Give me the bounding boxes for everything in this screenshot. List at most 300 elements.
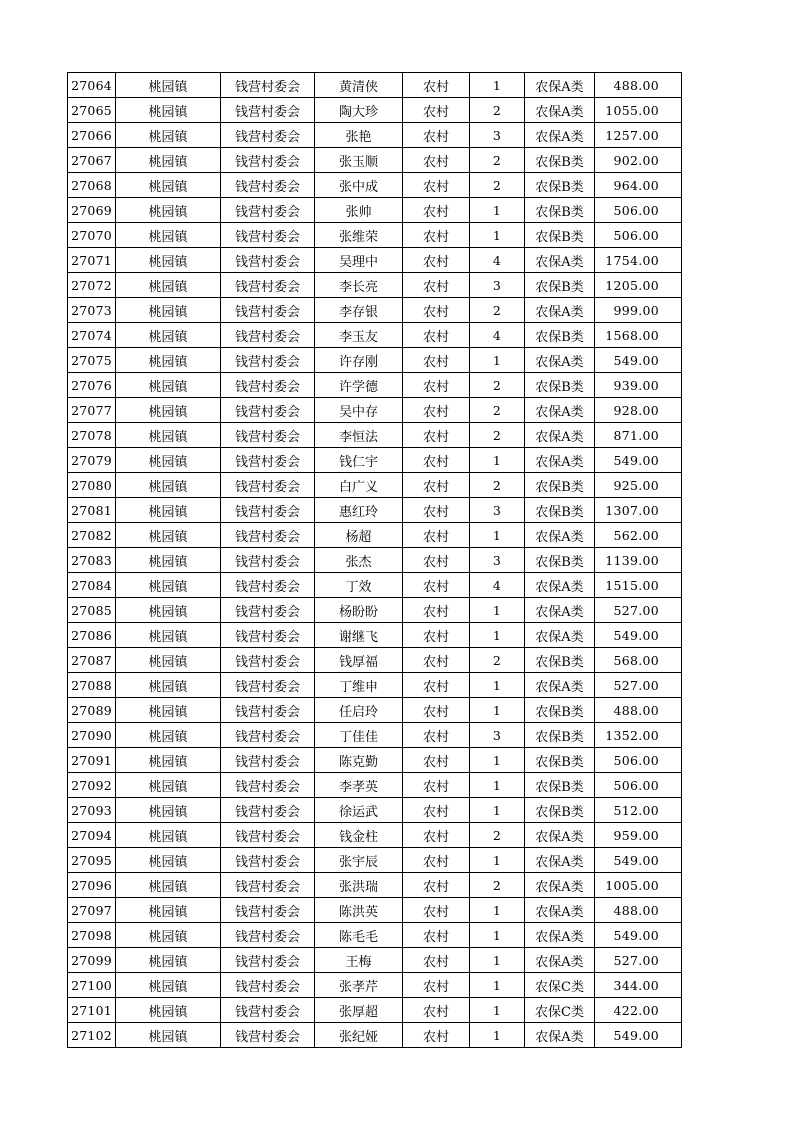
village-committee-cell: 钱营村委会 (221, 73, 315, 98)
table-row (68, 223, 682, 248)
town-cell: 桃园镇 (116, 998, 221, 1023)
table-row (68, 123, 682, 148)
town-cell: 桃园镇 (116, 498, 221, 523)
record-id-cell: 27069 (68, 198, 116, 223)
town-cell: 桃园镇 (116, 148, 221, 173)
village-committee-cell: 钱营村委会 (221, 98, 315, 123)
area-type-cell: 农村 (403, 623, 470, 648)
town-cell: 桃园镇 (116, 723, 221, 748)
area-type-cell: 农村 (403, 348, 470, 373)
village-committee-cell: 钱营村委会 (221, 623, 315, 648)
record-id-cell: 27068 (68, 173, 116, 198)
table-row (68, 998, 682, 1023)
name-cell: 吴中存 (315, 398, 403, 423)
area-type-cell: 农村 (403, 923, 470, 948)
amount-cell: 964.00 (595, 173, 682, 198)
household-size-cell: 1 (470, 673, 525, 698)
area-type-cell: 农村 (403, 873, 470, 898)
town-cell: 桃园镇 (116, 973, 221, 998)
amount-cell: 344.00 (595, 973, 682, 998)
town-cell: 桃园镇 (116, 748, 221, 773)
table-row (68, 798, 682, 823)
village-committee-cell: 钱营村委会 (221, 873, 315, 898)
village-committee-cell: 钱营村委会 (221, 123, 315, 148)
town-cell: 桃园镇 (116, 623, 221, 648)
household-size-cell: 3 (470, 123, 525, 148)
name-cell: 丁维申 (315, 673, 403, 698)
town-cell: 桃园镇 (116, 848, 221, 873)
name-cell: 张维荣 (315, 223, 403, 248)
category-cell: 农保B类 (525, 723, 595, 748)
area-type-cell: 农村 (403, 198, 470, 223)
record-id-cell: 27074 (68, 323, 116, 348)
household-size-cell: 4 (470, 323, 525, 348)
village-committee-cell: 钱营村委会 (221, 973, 315, 998)
category-cell: 农保A类 (525, 873, 595, 898)
category-cell: 农保C类 (525, 973, 595, 998)
village-committee-cell: 钱营村委会 (221, 298, 315, 323)
village-committee-cell: 钱营村委会 (221, 573, 315, 598)
area-type-cell: 农村 (403, 298, 470, 323)
household-size-cell: 1 (470, 948, 525, 973)
category-cell: 农保A类 (525, 523, 595, 548)
area-type-cell: 农村 (403, 773, 470, 798)
household-size-cell: 4 (470, 573, 525, 598)
town-cell: 桃园镇 (116, 198, 221, 223)
town-cell: 桃园镇 (116, 448, 221, 473)
town-cell: 桃园镇 (116, 223, 221, 248)
amount-cell: 506.00 (595, 223, 682, 248)
record-id-cell: 27088 (68, 673, 116, 698)
amount-cell: 549.00 (595, 448, 682, 473)
record-id-cell: 27087 (68, 648, 116, 673)
amount-cell: 1139.00 (595, 548, 682, 573)
household-size-cell: 1 (470, 698, 525, 723)
town-cell: 桃园镇 (116, 923, 221, 948)
village-committee-cell: 钱营村委会 (221, 798, 315, 823)
village-committee-cell: 钱营村委会 (221, 198, 315, 223)
household-size-cell: 1 (470, 73, 525, 98)
household-size-cell: 2 (470, 298, 525, 323)
amount-cell: 488.00 (595, 898, 682, 923)
town-cell: 桃园镇 (116, 823, 221, 848)
category-cell: 农保A类 (525, 298, 595, 323)
table-row (68, 273, 682, 298)
table-row (68, 823, 682, 848)
household-size-cell: 1 (470, 998, 525, 1023)
name-cell: 张中成 (315, 173, 403, 198)
household-size-cell: 1 (470, 223, 525, 248)
table-row (68, 548, 682, 573)
record-id-cell: 27073 (68, 298, 116, 323)
village-committee-cell: 钱营村委会 (221, 473, 315, 498)
record-id-cell: 27064 (68, 73, 116, 98)
table-row (68, 748, 682, 773)
amount-cell: 925.00 (595, 473, 682, 498)
town-cell: 桃园镇 (116, 573, 221, 598)
category-cell: 农保A类 (525, 948, 595, 973)
record-id-cell: 27075 (68, 348, 116, 373)
name-cell: 张孝芹 (315, 973, 403, 998)
village-committee-cell: 钱营村委会 (221, 548, 315, 573)
area-type-cell: 农村 (403, 673, 470, 698)
category-cell: 农保A类 (525, 623, 595, 648)
category-cell: 农保B类 (525, 273, 595, 298)
category-cell: 农保A类 (525, 1023, 595, 1048)
table-row (68, 423, 682, 448)
table-row (68, 448, 682, 473)
name-cell: 李长亮 (315, 273, 403, 298)
town-cell: 桃园镇 (116, 1023, 221, 1048)
town-cell: 桃园镇 (116, 548, 221, 573)
amount-cell: 902.00 (595, 148, 682, 173)
category-cell: 农保B类 (525, 498, 595, 523)
record-id-cell: 27100 (68, 973, 116, 998)
record-id-cell: 27071 (68, 248, 116, 273)
town-cell: 桃园镇 (116, 773, 221, 798)
record-id-cell: 27091 (68, 748, 116, 773)
amount-cell: 939.00 (595, 373, 682, 398)
amount-cell: 1515.00 (595, 573, 682, 598)
amount-cell: 928.00 (595, 398, 682, 423)
village-committee-cell: 钱营村委会 (221, 698, 315, 723)
table-row (68, 198, 682, 223)
table-row (68, 573, 682, 598)
record-id-cell: 27066 (68, 123, 116, 148)
area-type-cell: 农村 (403, 598, 470, 623)
name-cell: 钱仁宇 (315, 448, 403, 473)
name-cell: 丁效 (315, 573, 403, 598)
household-size-cell: 2 (470, 823, 525, 848)
record-id-cell: 27080 (68, 473, 116, 498)
table-row (68, 298, 682, 323)
category-cell: 农保A类 (525, 248, 595, 273)
category-cell: 农保B类 (525, 773, 595, 798)
record-id-cell: 27083 (68, 548, 116, 573)
village-committee-cell: 钱营村委会 (221, 423, 315, 448)
household-size-cell: 1 (470, 848, 525, 873)
name-cell: 张帅 (315, 198, 403, 223)
table-row (68, 148, 682, 173)
town-cell: 桃园镇 (116, 698, 221, 723)
household-size-cell: 1 (470, 798, 525, 823)
table-row (68, 648, 682, 673)
name-cell: 陈毛毛 (315, 923, 403, 948)
name-cell: 徐运武 (315, 798, 403, 823)
category-cell: 农保A类 (525, 98, 595, 123)
table-row (68, 773, 682, 798)
household-size-cell: 1 (470, 773, 525, 798)
amount-cell: 568.00 (595, 648, 682, 673)
town-cell: 桃园镇 (116, 948, 221, 973)
household-size-cell: 2 (470, 148, 525, 173)
area-type-cell: 农村 (403, 973, 470, 998)
town-cell: 桃园镇 (116, 898, 221, 923)
area-type-cell: 农村 (403, 823, 470, 848)
name-cell: 李恒法 (315, 423, 403, 448)
household-size-cell: 1 (470, 898, 525, 923)
household-size-cell: 1 (470, 598, 525, 623)
household-size-cell: 3 (470, 548, 525, 573)
village-committee-cell: 钱营村委会 (221, 173, 315, 198)
household-size-cell: 1 (470, 523, 525, 548)
table-row (68, 498, 682, 523)
category-cell: 农保B类 (525, 173, 595, 198)
name-cell: 杨超 (315, 523, 403, 548)
area-type-cell: 农村 (403, 423, 470, 448)
area-type-cell: 农村 (403, 323, 470, 348)
area-type-cell: 农村 (403, 98, 470, 123)
amount-cell: 1055.00 (595, 98, 682, 123)
amount-cell: 871.00 (595, 423, 682, 448)
record-id-cell: 27076 (68, 373, 116, 398)
town-cell: 桃园镇 (116, 348, 221, 373)
table-row (68, 698, 682, 723)
record-id-cell: 27082 (68, 523, 116, 548)
name-cell: 谢继飞 (315, 623, 403, 648)
town-cell: 桃园镇 (116, 798, 221, 823)
household-size-cell: 1 (470, 348, 525, 373)
record-id-cell: 27078 (68, 423, 116, 448)
category-cell: 农保A类 (525, 448, 595, 473)
category-cell: 农保B类 (525, 798, 595, 823)
household-size-cell: 1 (470, 973, 525, 998)
category-cell: 农保B类 (525, 198, 595, 223)
village-committee-cell: 钱营村委会 (221, 398, 315, 423)
category-cell: 农保C类 (525, 998, 595, 1023)
household-size-cell: 1 (470, 623, 525, 648)
name-cell: 李存银 (315, 298, 403, 323)
table-row (68, 623, 682, 648)
record-id-cell: 27072 (68, 273, 116, 298)
area-type-cell: 农村 (403, 73, 470, 98)
village-committee-cell: 钱营村委会 (221, 748, 315, 773)
amount-cell: 959.00 (595, 823, 682, 848)
name-cell: 李孝英 (315, 773, 403, 798)
category-cell: 农保B类 (525, 373, 595, 398)
area-type-cell: 农村 (403, 698, 470, 723)
area-type-cell: 农村 (403, 723, 470, 748)
name-cell: 张厚超 (315, 998, 403, 1023)
name-cell: 许学德 (315, 373, 403, 398)
household-size-cell: 2 (470, 98, 525, 123)
household-size-cell: 3 (470, 498, 525, 523)
town-cell: 桃园镇 (116, 373, 221, 398)
amount-cell: 549.00 (595, 623, 682, 648)
village-committee-cell: 钱营村委会 (221, 273, 315, 298)
village-committee-cell: 钱营村委会 (221, 898, 315, 923)
record-id-cell: 27093 (68, 798, 116, 823)
name-cell: 张宇辰 (315, 848, 403, 873)
category-cell: 农保B类 (525, 748, 595, 773)
village-committee-cell: 钱营村委会 (221, 148, 315, 173)
name-cell: 白广义 (315, 473, 403, 498)
village-committee-cell: 钱营村委会 (221, 648, 315, 673)
name-cell: 张艳 (315, 123, 403, 148)
name-cell: 陶大珍 (315, 98, 403, 123)
table-row (68, 948, 682, 973)
area-type-cell: 农村 (403, 448, 470, 473)
area-type-cell: 农村 (403, 948, 470, 973)
category-cell: 农保A类 (525, 923, 595, 948)
name-cell: 钱金柱 (315, 823, 403, 848)
household-size-cell: 1 (470, 1023, 525, 1048)
record-id-cell: 27084 (68, 573, 116, 598)
household-size-cell: 2 (470, 648, 525, 673)
area-type-cell: 农村 (403, 798, 470, 823)
village-committee-cell: 钱营村委会 (221, 348, 315, 373)
household-size-cell: 2 (470, 423, 525, 448)
category-cell: 农保A类 (525, 423, 595, 448)
name-cell: 黄清侠 (315, 73, 403, 98)
amount-cell: 549.00 (595, 848, 682, 873)
household-size-cell: 2 (470, 873, 525, 898)
village-committee-cell: 钱营村委会 (221, 1023, 315, 1048)
town-cell: 桃园镇 (116, 273, 221, 298)
name-cell: 王梅 (315, 948, 403, 973)
amount-cell: 1307.00 (595, 498, 682, 523)
table-row (68, 398, 682, 423)
name-cell: 李玉友 (315, 323, 403, 348)
record-id-cell: 27081 (68, 498, 116, 523)
town-cell: 桃园镇 (116, 648, 221, 673)
area-type-cell: 农村 (403, 473, 470, 498)
name-cell: 张洪瑞 (315, 873, 403, 898)
town-cell: 桃园镇 (116, 298, 221, 323)
household-size-cell: 2 (470, 173, 525, 198)
name-cell: 丁佳佳 (315, 723, 403, 748)
area-type-cell: 农村 (403, 998, 470, 1023)
area-type-cell: 农村 (403, 898, 470, 923)
record-id-cell: 27094 (68, 823, 116, 848)
category-cell: 农保A类 (525, 598, 595, 623)
amount-cell: 527.00 (595, 948, 682, 973)
table-row (68, 923, 682, 948)
table-row (68, 373, 682, 398)
amount-cell: 527.00 (595, 673, 682, 698)
village-committee-cell: 钱营村委会 (221, 823, 315, 848)
household-size-cell: 2 (470, 373, 525, 398)
category-cell: 农保A类 (525, 898, 595, 923)
name-cell: 张杰 (315, 548, 403, 573)
town-cell: 桃园镇 (116, 873, 221, 898)
village-committee-cell: 钱营村委会 (221, 523, 315, 548)
area-type-cell: 农村 (403, 498, 470, 523)
category-cell: 农保B类 (525, 323, 595, 348)
category-cell: 农保A类 (525, 823, 595, 848)
amount-cell: 1568.00 (595, 323, 682, 348)
village-committee-cell: 钱营村委会 (221, 673, 315, 698)
record-id-cell: 27070 (68, 223, 116, 248)
town-cell: 桃园镇 (116, 598, 221, 623)
name-cell: 惠红玲 (315, 498, 403, 523)
table-row (68, 348, 682, 373)
amount-cell: 506.00 (595, 773, 682, 798)
name-cell: 张玉顺 (315, 148, 403, 173)
record-id-cell: 27092 (68, 773, 116, 798)
record-id-cell: 27096 (68, 873, 116, 898)
category-cell: 农保A类 (525, 123, 595, 148)
amount-cell: 549.00 (595, 348, 682, 373)
village-committee-cell: 钱营村委会 (221, 448, 315, 473)
amount-cell: 1754.00 (595, 248, 682, 273)
village-committee-cell: 钱营村委会 (221, 923, 315, 948)
table-row (68, 248, 682, 273)
area-type-cell: 农村 (403, 523, 470, 548)
table-row (68, 973, 682, 998)
household-size-cell: 1 (470, 198, 525, 223)
village-committee-cell: 钱营村委会 (221, 498, 315, 523)
village-committee-cell: 钱营村委会 (221, 223, 315, 248)
category-cell: 农保A类 (525, 73, 595, 98)
amount-cell: 549.00 (595, 1023, 682, 1048)
area-type-cell: 农村 (403, 373, 470, 398)
amount-cell: 506.00 (595, 198, 682, 223)
table-body (68, 73, 682, 1048)
name-cell: 许存刚 (315, 348, 403, 373)
household-size-cell: 3 (470, 273, 525, 298)
table-row (68, 873, 682, 898)
name-cell: 陈洪英 (315, 898, 403, 923)
category-cell: 农保A类 (525, 398, 595, 423)
table-row (68, 848, 682, 873)
category-cell: 农保A类 (525, 348, 595, 373)
table-row (68, 323, 682, 348)
record-id-cell: 27086 (68, 623, 116, 648)
data-table (67, 72, 682, 1048)
area-type-cell: 农村 (403, 398, 470, 423)
area-type-cell: 农村 (403, 748, 470, 773)
amount-cell: 1352.00 (595, 723, 682, 748)
table-row (68, 98, 682, 123)
category-cell: 农保B类 (525, 698, 595, 723)
amount-cell: 1005.00 (595, 873, 682, 898)
town-cell: 桃园镇 (116, 523, 221, 548)
record-id-cell: 27079 (68, 448, 116, 473)
town-cell: 桃园镇 (116, 173, 221, 198)
amount-cell: 488.00 (595, 73, 682, 98)
area-type-cell: 农村 (403, 148, 470, 173)
village-committee-cell: 钱营村委会 (221, 998, 315, 1023)
household-size-cell: 1 (470, 448, 525, 473)
village-committee-cell: 钱营村委会 (221, 948, 315, 973)
category-cell: 农保B类 (525, 473, 595, 498)
town-cell: 桃园镇 (116, 73, 221, 98)
name-cell: 张纪娅 (315, 1023, 403, 1048)
table-row (68, 598, 682, 623)
area-type-cell: 农村 (403, 548, 470, 573)
household-size-cell: 4 (470, 248, 525, 273)
household-size-cell: 2 (470, 473, 525, 498)
area-type-cell: 农村 (403, 848, 470, 873)
category-cell: 农保A类 (525, 673, 595, 698)
area-type-cell: 农村 (403, 1023, 470, 1048)
household-size-cell: 3 (470, 723, 525, 748)
category-cell: 农保B类 (525, 548, 595, 573)
amount-cell: 1205.00 (595, 273, 682, 298)
category-cell: 农保A类 (525, 848, 595, 873)
household-size-cell: 1 (470, 748, 525, 773)
town-cell: 桃园镇 (116, 248, 221, 273)
record-id-cell: 27099 (68, 948, 116, 973)
record-id-cell: 27090 (68, 723, 116, 748)
village-committee-cell: 钱营村委会 (221, 598, 315, 623)
village-committee-cell: 钱营村委会 (221, 248, 315, 273)
town-cell: 桃园镇 (116, 473, 221, 498)
name-cell: 任启玲 (315, 698, 403, 723)
category-cell: 农保B类 (525, 148, 595, 173)
category-cell: 农保B类 (525, 223, 595, 248)
